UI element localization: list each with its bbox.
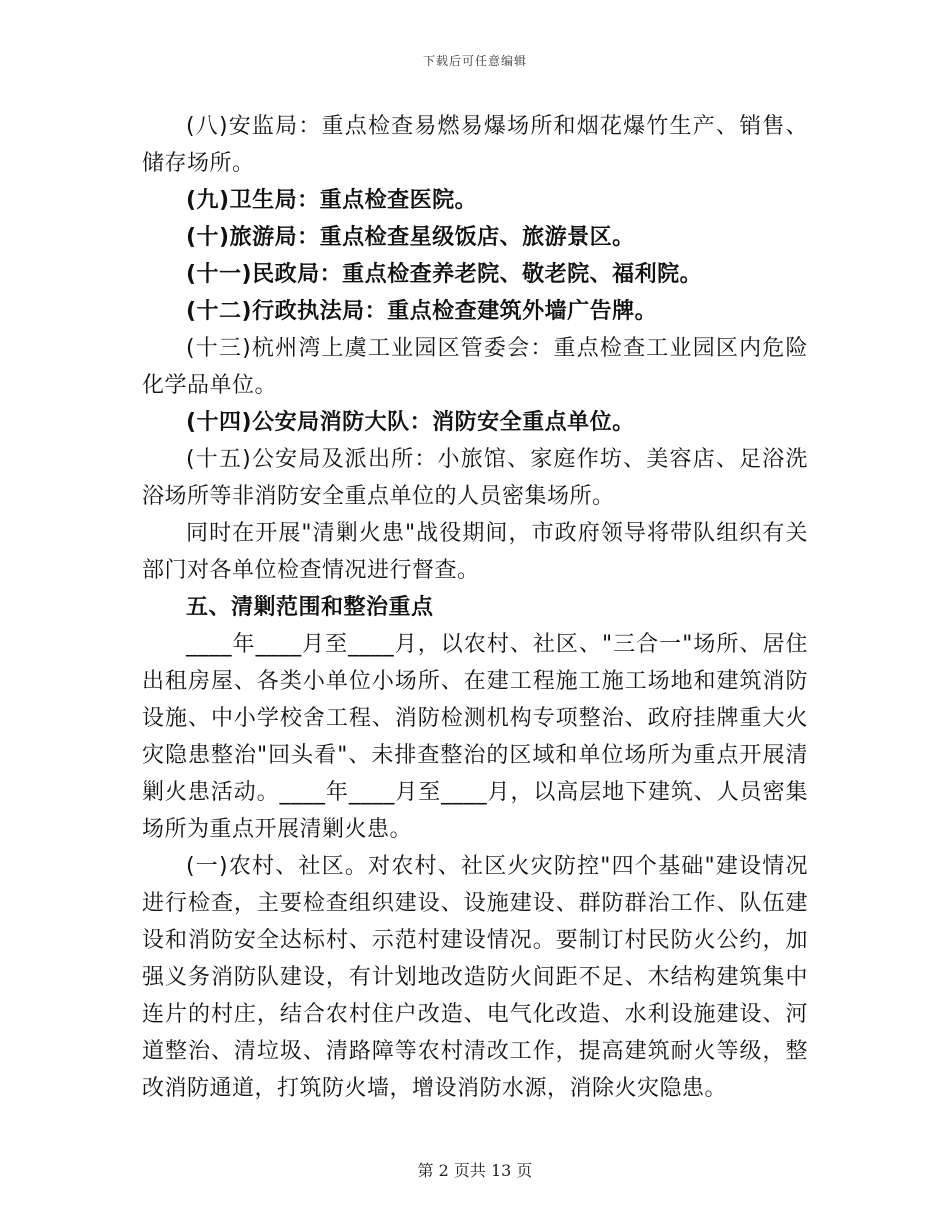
paragraph-1: (八)安监局：重点检查易燃易爆场所和烟花爆竹生产、销售、储存场所。 [142, 114, 808, 176]
paragraph-6: (十三)杭州湾上虞工业园区管委会：重点检查工业园区内危险化学品单位。 [142, 336, 808, 398]
paragraph-9: 同时在开展"清剿火患"战役期间，市政府领导将带队组织有关部门对各单位检查情况进行督查。 [142, 521, 808, 583]
paragraph-12: (一)农村、社区。对农村、社区火灾防控"四个基础"建设情况进行检查，主要检查组织建设、设施建设、群防群治工作、队伍建设和消防安全达标村、示范村建设情况。要制订村民防火公约，加强义务消防队建设，有计划地改造防火间距不足、木结构建筑集中连片的村庄，结合农村住户改造、电气化改造、水利设施建设、河道整治、清垃圾、清路障等农村清改工作，提高建筑耐火等级，整改消防通道，打筑防火墙，增设消防水源，消除火灾隐患。 [142, 854, 808, 1101]
paragraph-8: (十五)公安局及派出所：小旅馆、家庭作坊、美容店、足浴洗浴场所等非消防安全重点单位的人员密集场所。 [142, 447, 808, 509]
paragraph-3: (十)旅游局：重点检查星级饭店、旅游景区。 [186, 225, 635, 250]
paragraph-7: (十四)公安局消防大队：消防安全重点单位。 [186, 410, 635, 435]
page-number: 第 2 页共 13 页 [417, 1161, 533, 1180]
document-body [142, 108, 808, 1107]
paragraph-11: ____年____月至____月，以农村、社区、"三合一"场所、居住出租房屋、各类小单位小场所、在建工程施工施工场地和建筑消防设施、中小学校舍工程、消防检测机构专项整治、政府挂牌重大火灾隐患整治"回头看"、未排查整治的区域和单位场所为重点开展清剿火患活动。____年____月至____月，以高层地下建筑、人员密集场所为重点开展清剿火患。 [142, 632, 808, 842]
page-header-note: 下载后可任意编辑 [422, 54, 527, 68]
section-heading: 五、清剿范围和整治重点 [186, 595, 434, 620]
paragraph-5: (十二)行政执法局：重点检查建筑外墙广告牌。 [186, 299, 658, 324]
paragraph-2: (九)卫生局：重点检查医院。 [186, 188, 478, 213]
paragraph-4: (十一)民政局：重点检查养老院、敬老院、福利院。 [186, 262, 703, 287]
